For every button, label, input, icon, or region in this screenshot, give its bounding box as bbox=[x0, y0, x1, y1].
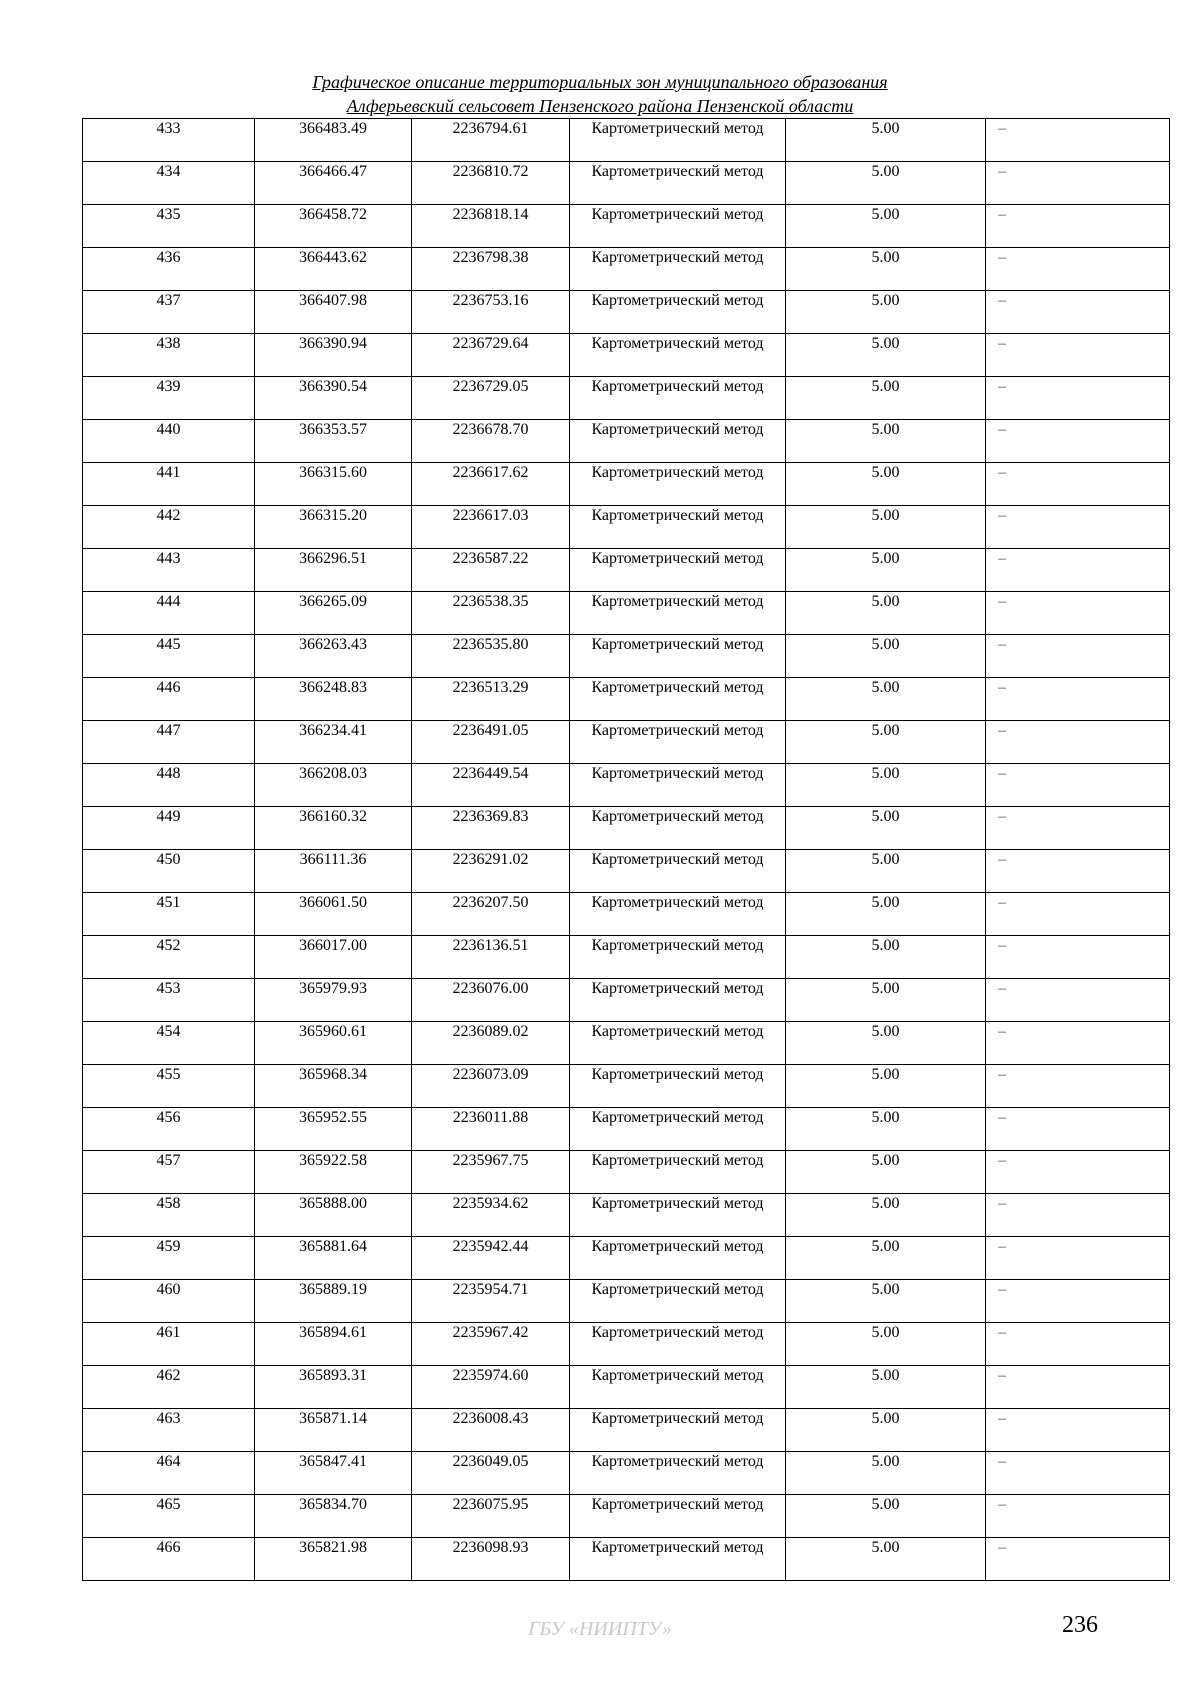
table-row bbox=[83, 119, 1170, 162]
table-row bbox=[83, 291, 1170, 334]
coordinate-y-cell: 2236491.05 bbox=[412, 721, 570, 764]
coordinate-y-cell: 2236089.02 bbox=[412, 1022, 570, 1065]
method-cell: Картометрический метод bbox=[570, 549, 786, 592]
precision-cell: 5.00 bbox=[786, 1366, 986, 1409]
method-cell: Картометрический метод bbox=[570, 420, 786, 463]
coordinate-x-cell: 366208.03 bbox=[255, 764, 412, 807]
point-number-cell: 451 bbox=[83, 893, 255, 936]
coordinate-y-cell: 2236538.35 bbox=[412, 592, 570, 635]
note-cell: – bbox=[986, 1495, 1170, 1538]
note-cell: – bbox=[986, 592, 1170, 635]
precision-cell: 5.00 bbox=[786, 1280, 986, 1323]
point-number-cell: 436 bbox=[83, 248, 255, 291]
method-cell: Картометрический метод bbox=[570, 506, 786, 549]
table-row bbox=[83, 205, 1170, 248]
point-number-cell: 447 bbox=[83, 721, 255, 764]
method-cell: Картометрический метод bbox=[570, 979, 786, 1022]
coordinate-y-cell: 2236073.09 bbox=[412, 1065, 570, 1108]
precision-cell: 5.00 bbox=[786, 936, 986, 979]
note-cell: – bbox=[986, 506, 1170, 549]
coordinate-y-cell: 2236449.54 bbox=[412, 764, 570, 807]
method-cell: Картометрический метод bbox=[570, 119, 786, 162]
header-line-2: Алферьевский сельсовет Пензенского района Пензенской области bbox=[346, 96, 854, 116]
point-number-cell: 459 bbox=[83, 1237, 255, 1280]
table-row bbox=[83, 1366, 1170, 1409]
note-cell: – bbox=[986, 1323, 1170, 1366]
note-cell: – bbox=[986, 1022, 1170, 1065]
precision-cell: 5.00 bbox=[786, 291, 986, 334]
point-number-cell: 464 bbox=[83, 1452, 255, 1495]
coordinates-table bbox=[82, 118, 1170, 1581]
table-row bbox=[83, 1323, 1170, 1366]
note-cell: – bbox=[986, 807, 1170, 850]
note-cell: – bbox=[986, 1237, 1170, 1280]
point-number-cell: 440 bbox=[83, 420, 255, 463]
point-number-cell: 441 bbox=[83, 463, 255, 506]
point-number-cell: 458 bbox=[83, 1194, 255, 1237]
note-cell: – bbox=[986, 678, 1170, 721]
method-cell: Картометрический метод bbox=[570, 678, 786, 721]
coordinate-x-cell: 366466.47 bbox=[255, 162, 412, 205]
point-number-cell: 461 bbox=[83, 1323, 255, 1366]
precision-cell: 5.00 bbox=[786, 162, 986, 205]
coordinate-x-cell: 366061.50 bbox=[255, 893, 412, 936]
method-cell: Картометрический метод bbox=[570, 1366, 786, 1409]
point-number-cell: 460 bbox=[83, 1280, 255, 1323]
method-cell: Картометрический метод bbox=[570, 291, 786, 334]
coordinate-x-cell: 366390.54 bbox=[255, 377, 412, 420]
point-number-cell: 462 bbox=[83, 1366, 255, 1409]
coordinate-x-cell: 366443.62 bbox=[255, 248, 412, 291]
table-row bbox=[83, 1452, 1170, 1495]
method-cell: Картометрический метод bbox=[570, 1022, 786, 1065]
precision-cell: 5.00 bbox=[786, 1065, 986, 1108]
coordinate-x-cell: 366111.36 bbox=[255, 850, 412, 893]
note-cell: – bbox=[986, 549, 1170, 592]
point-number-cell: 438 bbox=[83, 334, 255, 377]
point-number-cell: 463 bbox=[83, 1409, 255, 1452]
point-number-cell: 442 bbox=[83, 506, 255, 549]
coordinate-y-cell: 2236513.29 bbox=[412, 678, 570, 721]
coordinate-y-cell: 2236753.16 bbox=[412, 291, 570, 334]
coordinate-y-cell: 2235934.62 bbox=[412, 1194, 570, 1237]
coordinate-y-cell: 2236678.70 bbox=[412, 420, 570, 463]
coordinate-x-cell: 366160.32 bbox=[255, 807, 412, 850]
method-cell: Картометрический метод bbox=[570, 1065, 786, 1108]
method-cell: Картометрический метод bbox=[570, 635, 786, 678]
precision-cell: 5.00 bbox=[786, 1495, 986, 1538]
note-cell: – bbox=[986, 635, 1170, 678]
method-cell: Картометрический метод bbox=[570, 1409, 786, 1452]
note-cell: – bbox=[986, 1108, 1170, 1151]
method-cell: Картометрический метод bbox=[570, 592, 786, 635]
precision-cell: 5.00 bbox=[786, 764, 986, 807]
point-number-cell: 437 bbox=[83, 291, 255, 334]
coordinate-y-cell: 2236098.93 bbox=[412, 1538, 570, 1581]
coordinate-y-cell: 2236535.80 bbox=[412, 635, 570, 678]
coordinate-x-cell: 366263.43 bbox=[255, 635, 412, 678]
precision-cell: 5.00 bbox=[786, 205, 986, 248]
precision-cell: 5.00 bbox=[786, 1022, 986, 1065]
coordinate-x-cell: 365922.58 bbox=[255, 1151, 412, 1194]
precision-cell: 5.00 bbox=[786, 377, 986, 420]
coordinate-x-cell: 366390.94 bbox=[255, 334, 412, 377]
point-number-cell: 450 bbox=[83, 850, 255, 893]
coordinates-table-body bbox=[83, 119, 1170, 1581]
note-cell: – bbox=[986, 420, 1170, 463]
coordinate-x-cell: 366458.72 bbox=[255, 205, 412, 248]
table-row bbox=[83, 463, 1170, 506]
coordinate-y-cell: 2236617.62 bbox=[412, 463, 570, 506]
table-row bbox=[83, 1151, 1170, 1194]
method-cell: Картометрический метод bbox=[570, 721, 786, 764]
table-row bbox=[83, 420, 1170, 463]
precision-cell: 5.00 bbox=[786, 979, 986, 1022]
coordinate-x-cell: 365881.64 bbox=[255, 1237, 412, 1280]
coordinate-y-cell: 2236136.51 bbox=[412, 936, 570, 979]
method-cell: Картометрический метод bbox=[570, 1108, 786, 1151]
precision-cell: 5.00 bbox=[786, 1194, 986, 1237]
coordinate-x-cell: 365888.00 bbox=[255, 1194, 412, 1237]
point-number-cell: 434 bbox=[83, 162, 255, 205]
precision-cell: 5.00 bbox=[786, 248, 986, 291]
page-number: 236 bbox=[1062, 1612, 1098, 1638]
precision-cell: 5.00 bbox=[786, 1323, 986, 1366]
table-row bbox=[83, 1495, 1170, 1538]
note-cell: – bbox=[986, 936, 1170, 979]
note-cell: – bbox=[986, 205, 1170, 248]
note-cell: – bbox=[986, 119, 1170, 162]
precision-cell: 5.00 bbox=[786, 119, 986, 162]
note-cell: – bbox=[986, 291, 1170, 334]
table-row bbox=[83, 334, 1170, 377]
precision-cell: 5.00 bbox=[786, 549, 986, 592]
table-row bbox=[83, 635, 1170, 678]
precision-cell: 5.00 bbox=[786, 420, 986, 463]
coordinate-x-cell: 365968.34 bbox=[255, 1065, 412, 1108]
table-row bbox=[83, 979, 1170, 1022]
table-row bbox=[83, 549, 1170, 592]
coordinate-x-cell: 366017.00 bbox=[255, 936, 412, 979]
coordinate-x-cell: 365847.41 bbox=[255, 1452, 412, 1495]
coordinate-y-cell: 2236076.00 bbox=[412, 979, 570, 1022]
method-cell: Картометрический метод bbox=[570, 1538, 786, 1581]
precision-cell: 5.00 bbox=[786, 506, 986, 549]
coordinate-x-cell: 365893.31 bbox=[255, 1366, 412, 1409]
method-cell: Картометрический метод bbox=[570, 334, 786, 377]
note-cell: – bbox=[986, 721, 1170, 764]
coordinate-y-cell: 2236207.50 bbox=[412, 893, 570, 936]
table-row bbox=[83, 248, 1170, 291]
coordinate-x-cell: 366483.49 bbox=[255, 119, 412, 162]
note-cell: – bbox=[986, 1366, 1170, 1409]
point-number-cell: 466 bbox=[83, 1538, 255, 1581]
coordinate-y-cell: 2236818.14 bbox=[412, 205, 570, 248]
coordinate-x-cell: 365889.19 bbox=[255, 1280, 412, 1323]
method-cell: Картометрический метод bbox=[570, 1194, 786, 1237]
coordinate-y-cell: 2236008.43 bbox=[412, 1409, 570, 1452]
precision-cell: 5.00 bbox=[786, 1409, 986, 1452]
method-cell: Картометрический метод bbox=[570, 1237, 786, 1280]
table-row bbox=[83, 162, 1170, 205]
coordinate-y-cell: 2236794.61 bbox=[412, 119, 570, 162]
precision-cell: 5.00 bbox=[786, 1538, 986, 1581]
coordinate-y-cell: 2236291.02 bbox=[412, 850, 570, 893]
precision-cell: 5.00 bbox=[786, 635, 986, 678]
point-number-cell: 448 bbox=[83, 764, 255, 807]
table-row bbox=[83, 678, 1170, 721]
table-row bbox=[83, 807, 1170, 850]
method-cell: Картометрический метод bbox=[570, 377, 786, 420]
point-number-cell: 452 bbox=[83, 936, 255, 979]
point-number-cell: 439 bbox=[83, 377, 255, 420]
method-cell: Картометрический метод bbox=[570, 162, 786, 205]
note-cell: – bbox=[986, 162, 1170, 205]
coordinate-y-cell: 2236011.88 bbox=[412, 1108, 570, 1151]
table-row bbox=[83, 592, 1170, 635]
point-number-cell: 443 bbox=[83, 549, 255, 592]
method-cell: Картометрический метод bbox=[570, 463, 786, 506]
note-cell: – bbox=[986, 1409, 1170, 1452]
coordinate-x-cell: 365952.55 bbox=[255, 1108, 412, 1151]
note-cell: – bbox=[986, 1194, 1170, 1237]
precision-cell: 5.00 bbox=[786, 807, 986, 850]
note-cell: – bbox=[986, 1538, 1170, 1581]
table-row bbox=[83, 506, 1170, 549]
method-cell: Картометрический метод bbox=[570, 1280, 786, 1323]
method-cell: Картометрический метод bbox=[570, 936, 786, 979]
table-row bbox=[83, 764, 1170, 807]
table-row bbox=[83, 1280, 1170, 1323]
point-number-cell: 455 bbox=[83, 1065, 255, 1108]
point-number-cell: 457 bbox=[83, 1151, 255, 1194]
coordinate-y-cell: 2236729.05 bbox=[412, 377, 570, 420]
coordinate-y-cell: 2235942.44 bbox=[412, 1237, 570, 1280]
document-header bbox=[0, 70, 1200, 118]
method-cell: Картометрический метод bbox=[570, 1495, 786, 1538]
note-cell: – bbox=[986, 248, 1170, 291]
precision-cell: 5.00 bbox=[786, 1452, 986, 1495]
coordinate-x-cell: 366265.09 bbox=[255, 592, 412, 635]
point-number-cell: 444 bbox=[83, 592, 255, 635]
point-number-cell: 449 bbox=[83, 807, 255, 850]
point-number-cell: 445 bbox=[83, 635, 255, 678]
table-row bbox=[83, 1022, 1170, 1065]
header-line-1: Графическое описание территориальных зон муниципального образования bbox=[312, 72, 888, 92]
coordinate-x-cell: 366315.60 bbox=[255, 463, 412, 506]
coordinate-x-cell: 365979.93 bbox=[255, 979, 412, 1022]
precision-cell: 5.00 bbox=[786, 1108, 986, 1151]
coordinate-y-cell: 2235967.42 bbox=[412, 1323, 570, 1366]
table-row bbox=[83, 893, 1170, 936]
note-cell: – bbox=[986, 764, 1170, 807]
precision-cell: 5.00 bbox=[786, 592, 986, 635]
note-cell: – bbox=[986, 377, 1170, 420]
coordinate-x-cell: 366353.57 bbox=[255, 420, 412, 463]
coordinate-x-cell: 365821.98 bbox=[255, 1538, 412, 1581]
coordinate-y-cell: 2236049.05 bbox=[412, 1452, 570, 1495]
coordinate-y-cell: 2235974.60 bbox=[412, 1366, 570, 1409]
coordinate-y-cell: 2236798.38 bbox=[412, 248, 570, 291]
method-cell: Картометрический метод bbox=[570, 807, 786, 850]
table-row bbox=[83, 936, 1170, 979]
method-cell: Картометрический метод bbox=[570, 893, 786, 936]
table-row bbox=[83, 377, 1170, 420]
precision-cell: 5.00 bbox=[786, 463, 986, 506]
coordinate-y-cell: 2236369.83 bbox=[412, 807, 570, 850]
point-number-cell: 454 bbox=[83, 1022, 255, 1065]
note-cell: – bbox=[986, 1065, 1170, 1108]
method-cell: Картометрический метод bbox=[570, 248, 786, 291]
coordinate-x-cell: 365871.14 bbox=[255, 1409, 412, 1452]
coordinate-x-cell: 365894.61 bbox=[255, 1323, 412, 1366]
point-number-cell: 433 bbox=[83, 119, 255, 162]
precision-cell: 5.00 bbox=[786, 721, 986, 764]
coordinate-x-cell: 366407.98 bbox=[255, 291, 412, 334]
coordinate-x-cell: 366296.51 bbox=[255, 549, 412, 592]
note-cell: – bbox=[986, 979, 1170, 1022]
precision-cell: 5.00 bbox=[786, 334, 986, 377]
note-cell: – bbox=[986, 463, 1170, 506]
precision-cell: 5.00 bbox=[786, 850, 986, 893]
note-cell: – bbox=[986, 1151, 1170, 1194]
precision-cell: 5.00 bbox=[786, 1237, 986, 1280]
precision-cell: 5.00 bbox=[786, 678, 986, 721]
point-number-cell: 446 bbox=[83, 678, 255, 721]
note-cell: – bbox=[986, 334, 1170, 377]
coordinate-y-cell: 2236587.22 bbox=[412, 549, 570, 592]
method-cell: Картометрический метод bbox=[570, 1151, 786, 1194]
table-row bbox=[83, 1108, 1170, 1151]
coordinate-y-cell: 2235967.75 bbox=[412, 1151, 570, 1194]
note-cell: – bbox=[986, 1280, 1170, 1323]
coordinate-y-cell: 2236729.64 bbox=[412, 334, 570, 377]
method-cell: Картометрический метод bbox=[570, 1452, 786, 1495]
coordinate-y-cell: 2236075.95 bbox=[412, 1495, 570, 1538]
method-cell: Картометрический метод bbox=[570, 850, 786, 893]
footer-organization: ГБУ «НИИПТУ» bbox=[528, 1618, 672, 1640]
coordinate-x-cell: 365834.70 bbox=[255, 1495, 412, 1538]
table-row bbox=[83, 1538, 1170, 1581]
precision-cell: 5.00 bbox=[786, 1151, 986, 1194]
table-row bbox=[83, 1065, 1170, 1108]
point-number-cell: 435 bbox=[83, 205, 255, 248]
table-row bbox=[83, 1409, 1170, 1452]
method-cell: Картометрический метод bbox=[570, 1323, 786, 1366]
note-cell: – bbox=[986, 850, 1170, 893]
method-cell: Картометрический метод bbox=[570, 764, 786, 807]
note-cell: – bbox=[986, 893, 1170, 936]
table-row bbox=[83, 850, 1170, 893]
point-number-cell: 453 bbox=[83, 979, 255, 1022]
precision-cell: 5.00 bbox=[786, 893, 986, 936]
coordinate-y-cell: 2236810.72 bbox=[412, 162, 570, 205]
coordinate-x-cell: 365960.61 bbox=[255, 1022, 412, 1065]
coordinate-x-cell: 366315.20 bbox=[255, 506, 412, 549]
coordinate-y-cell: 2236617.03 bbox=[412, 506, 570, 549]
coordinate-y-cell: 2235954.71 bbox=[412, 1280, 570, 1323]
point-number-cell: 465 bbox=[83, 1495, 255, 1538]
coordinate-x-cell: 366234.41 bbox=[255, 721, 412, 764]
table-row bbox=[83, 721, 1170, 764]
table-row bbox=[83, 1237, 1170, 1280]
coordinate-x-cell: 366248.83 bbox=[255, 678, 412, 721]
table-row bbox=[83, 1194, 1170, 1237]
note-cell: – bbox=[986, 1452, 1170, 1495]
point-number-cell: 456 bbox=[83, 1108, 255, 1151]
method-cell: Картометрический метод bbox=[570, 205, 786, 248]
